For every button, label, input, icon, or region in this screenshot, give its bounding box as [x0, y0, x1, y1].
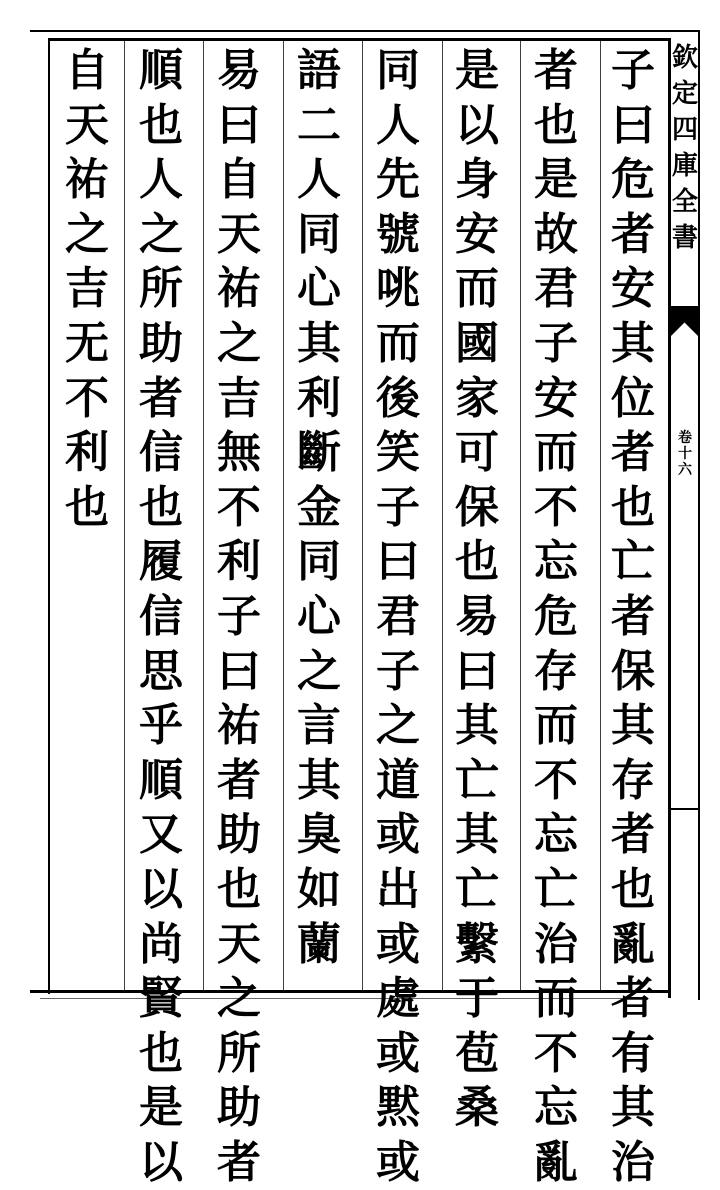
character: 曰	[217, 645, 261, 697]
character: 道	[376, 754, 420, 806]
character: 祐	[217, 263, 261, 315]
character: 斷	[297, 427, 341, 479]
character: 亂	[611, 918, 655, 970]
character: 是	[455, 45, 499, 96]
character: 是	[139, 1082, 183, 1134]
character: 子	[217, 590, 261, 642]
character: 也	[65, 481, 109, 533]
character: 後	[376, 372, 420, 424]
character: 助	[139, 317, 183, 369]
character: 子	[376, 481, 420, 533]
character: 或	[376, 918, 420, 970]
character: 易	[217, 45, 261, 96]
character: 同	[297, 536, 341, 588]
character: 履	[139, 536, 183, 588]
character: 自	[217, 154, 261, 206]
top-inner-border	[50, 38, 668, 41]
character: 欽	[672, 43, 699, 73]
character: 桑	[455, 1082, 499, 1134]
character: 也	[611, 481, 655, 533]
character: 笑	[376, 427, 420, 479]
character: 也	[139, 481, 183, 533]
text-column-6	[204, 44, 274, 1188]
character: 是	[534, 154, 578, 206]
character: 保	[455, 481, 499, 533]
character: 安	[534, 372, 578, 424]
character: 者	[217, 1136, 261, 1188]
character: 而	[534, 427, 578, 479]
character: 先	[376, 154, 420, 206]
character: 利	[65, 427, 109, 479]
character: 或	[376, 1027, 420, 1079]
character: 也	[139, 99, 183, 151]
character: 如	[297, 863, 341, 915]
character: 乎	[139, 700, 183, 752]
text-column-2	[521, 44, 591, 1188]
fishtail-mark	[671, 306, 698, 336]
character: 也	[139, 1027, 183, 1079]
character: 卷	[678, 430, 692, 446]
character: 言	[297, 700, 341, 752]
character: 信	[139, 590, 183, 642]
character: 咷	[376, 263, 420, 315]
character: 危	[611, 154, 655, 206]
character: 人	[297, 154, 341, 206]
character: 所	[139, 263, 183, 315]
character: 忘	[534, 809, 578, 861]
character: 之	[65, 208, 109, 260]
character: 曰	[217, 99, 261, 151]
character: 其	[455, 700, 499, 752]
character: 而	[455, 263, 499, 315]
character: 也	[611, 863, 655, 915]
character: 故	[534, 208, 578, 260]
character: 者	[611, 973, 655, 1025]
character: 有	[611, 1027, 655, 1079]
character: 蘭	[297, 918, 341, 970]
character: 无	[65, 317, 109, 369]
character: 天	[65, 99, 109, 151]
character: 保	[611, 645, 655, 697]
character: 亂	[534, 1136, 578, 1188]
character: 全	[672, 187, 699, 217]
character: 繫	[455, 918, 499, 970]
character: 其	[611, 700, 655, 752]
character: 可	[455, 427, 499, 479]
character: 不	[534, 754, 578, 806]
character: 庫	[672, 151, 699, 181]
character: 而	[534, 973, 578, 1025]
character: 不	[65, 372, 109, 424]
character: 黙	[376, 1082, 420, 1134]
character: 不	[534, 481, 578, 533]
character: 或	[376, 1136, 420, 1188]
character: 祐	[65, 154, 109, 206]
character: 信	[139, 427, 183, 479]
character: 之	[217, 973, 261, 1025]
character: 者	[611, 590, 655, 642]
character: 亡	[455, 863, 499, 915]
character: 同	[376, 45, 420, 96]
character: 曰	[376, 536, 420, 588]
character: 也	[534, 99, 578, 151]
character: 利	[297, 372, 341, 424]
character: 者	[611, 208, 655, 260]
right-border	[698, 30, 700, 1000]
text-column-3	[442, 44, 512, 1134]
character: 子	[534, 317, 578, 369]
character: 君	[376, 590, 420, 642]
character: 而	[376, 317, 420, 369]
character: 賢	[139, 973, 183, 1025]
character: 同	[297, 208, 341, 260]
character: 以	[139, 1136, 183, 1188]
character: 天	[217, 208, 261, 260]
character: 易	[455, 590, 499, 642]
character: 助	[217, 809, 261, 861]
character: 子	[376, 645, 420, 697]
character: 以	[139, 863, 183, 915]
character: 亡	[455, 754, 499, 806]
character: 臭	[297, 809, 341, 861]
character: 所	[217, 1027, 261, 1079]
character: 其	[455, 809, 499, 861]
character: 吉	[65, 263, 109, 315]
text-column-7	[126, 44, 196, 1188]
character: 其	[611, 1082, 655, 1134]
margin-left-border	[668, 38, 671, 998]
character: 利	[217, 536, 261, 588]
character: 之	[376, 700, 420, 752]
character: 定	[672, 79, 699, 109]
character: 危	[534, 590, 578, 642]
character: 治	[611, 1136, 655, 1188]
character: 安	[455, 208, 499, 260]
character: 忘	[534, 536, 578, 588]
character: 身	[455, 154, 499, 206]
character: 處	[376, 973, 420, 1025]
character: 順	[139, 45, 183, 96]
character: 位	[611, 372, 655, 424]
character: 者	[611, 427, 655, 479]
character: 金	[297, 481, 341, 533]
character: 其	[297, 754, 341, 806]
character: 者	[534, 45, 578, 96]
character: 君	[534, 263, 578, 315]
character: 十	[678, 446, 692, 462]
character: 人	[376, 99, 420, 151]
character: 以	[455, 99, 499, 151]
character: 之	[297, 645, 341, 697]
character: 之	[217, 317, 261, 369]
character: 無	[217, 427, 261, 479]
text-column-8	[52, 44, 122, 984]
character: 自	[65, 45, 109, 96]
margin-volume-label	[676, 430, 694, 478]
column-divider	[124, 40, 125, 990]
margin-book-title	[672, 40, 698, 256]
character: 人	[139, 154, 183, 206]
character: 子	[611, 45, 655, 96]
character: 六	[678, 462, 692, 478]
character: 國	[455, 317, 499, 369]
character: 出	[376, 863, 420, 915]
character: 順	[139, 754, 183, 806]
character: 也	[455, 536, 499, 588]
character: 號	[376, 208, 420, 260]
character: 而	[534, 700, 578, 752]
character: 家	[455, 372, 499, 424]
character: 又	[139, 809, 183, 861]
character: 不	[534, 1027, 578, 1079]
text-column-4	[363, 44, 433, 1188]
character: 其	[297, 317, 341, 369]
character: 者	[139, 372, 183, 424]
character: 亡	[534, 863, 578, 915]
character: 二	[297, 99, 341, 151]
character: 亡	[611, 536, 655, 588]
character: 苞	[455, 1027, 499, 1079]
character: 于	[455, 973, 499, 1025]
character: 吉	[217, 372, 261, 424]
character: 忘	[534, 1082, 578, 1134]
character: 存	[611, 754, 655, 806]
character: 或	[376, 809, 420, 861]
text-column-5	[284, 44, 354, 984]
character: 之	[139, 208, 183, 260]
left-border	[48, 38, 50, 994]
character: 曰	[611, 99, 655, 151]
character: 存	[534, 645, 578, 697]
character: 書	[672, 223, 699, 253]
character: 祐	[217, 700, 261, 752]
character: 也	[217, 863, 261, 915]
character: 語	[297, 45, 341, 96]
character: 曰	[455, 645, 499, 697]
character: 尚	[139, 918, 183, 970]
character: 其	[611, 317, 655, 369]
character: 者	[217, 754, 261, 806]
character: 四	[672, 115, 699, 145]
text-column-1	[598, 44, 668, 1188]
character: 心	[297, 590, 341, 642]
character: 思	[139, 645, 183, 697]
character: 安	[611, 263, 655, 315]
top-border	[30, 30, 700, 32]
character: 天	[217, 918, 261, 970]
fishtail-bottom-mark	[671, 808, 698, 810]
character: 治	[534, 918, 578, 970]
character: 助	[217, 1082, 261, 1134]
character: 不	[217, 481, 261, 533]
character: 者	[611, 809, 655, 861]
character: 心	[297, 263, 341, 315]
